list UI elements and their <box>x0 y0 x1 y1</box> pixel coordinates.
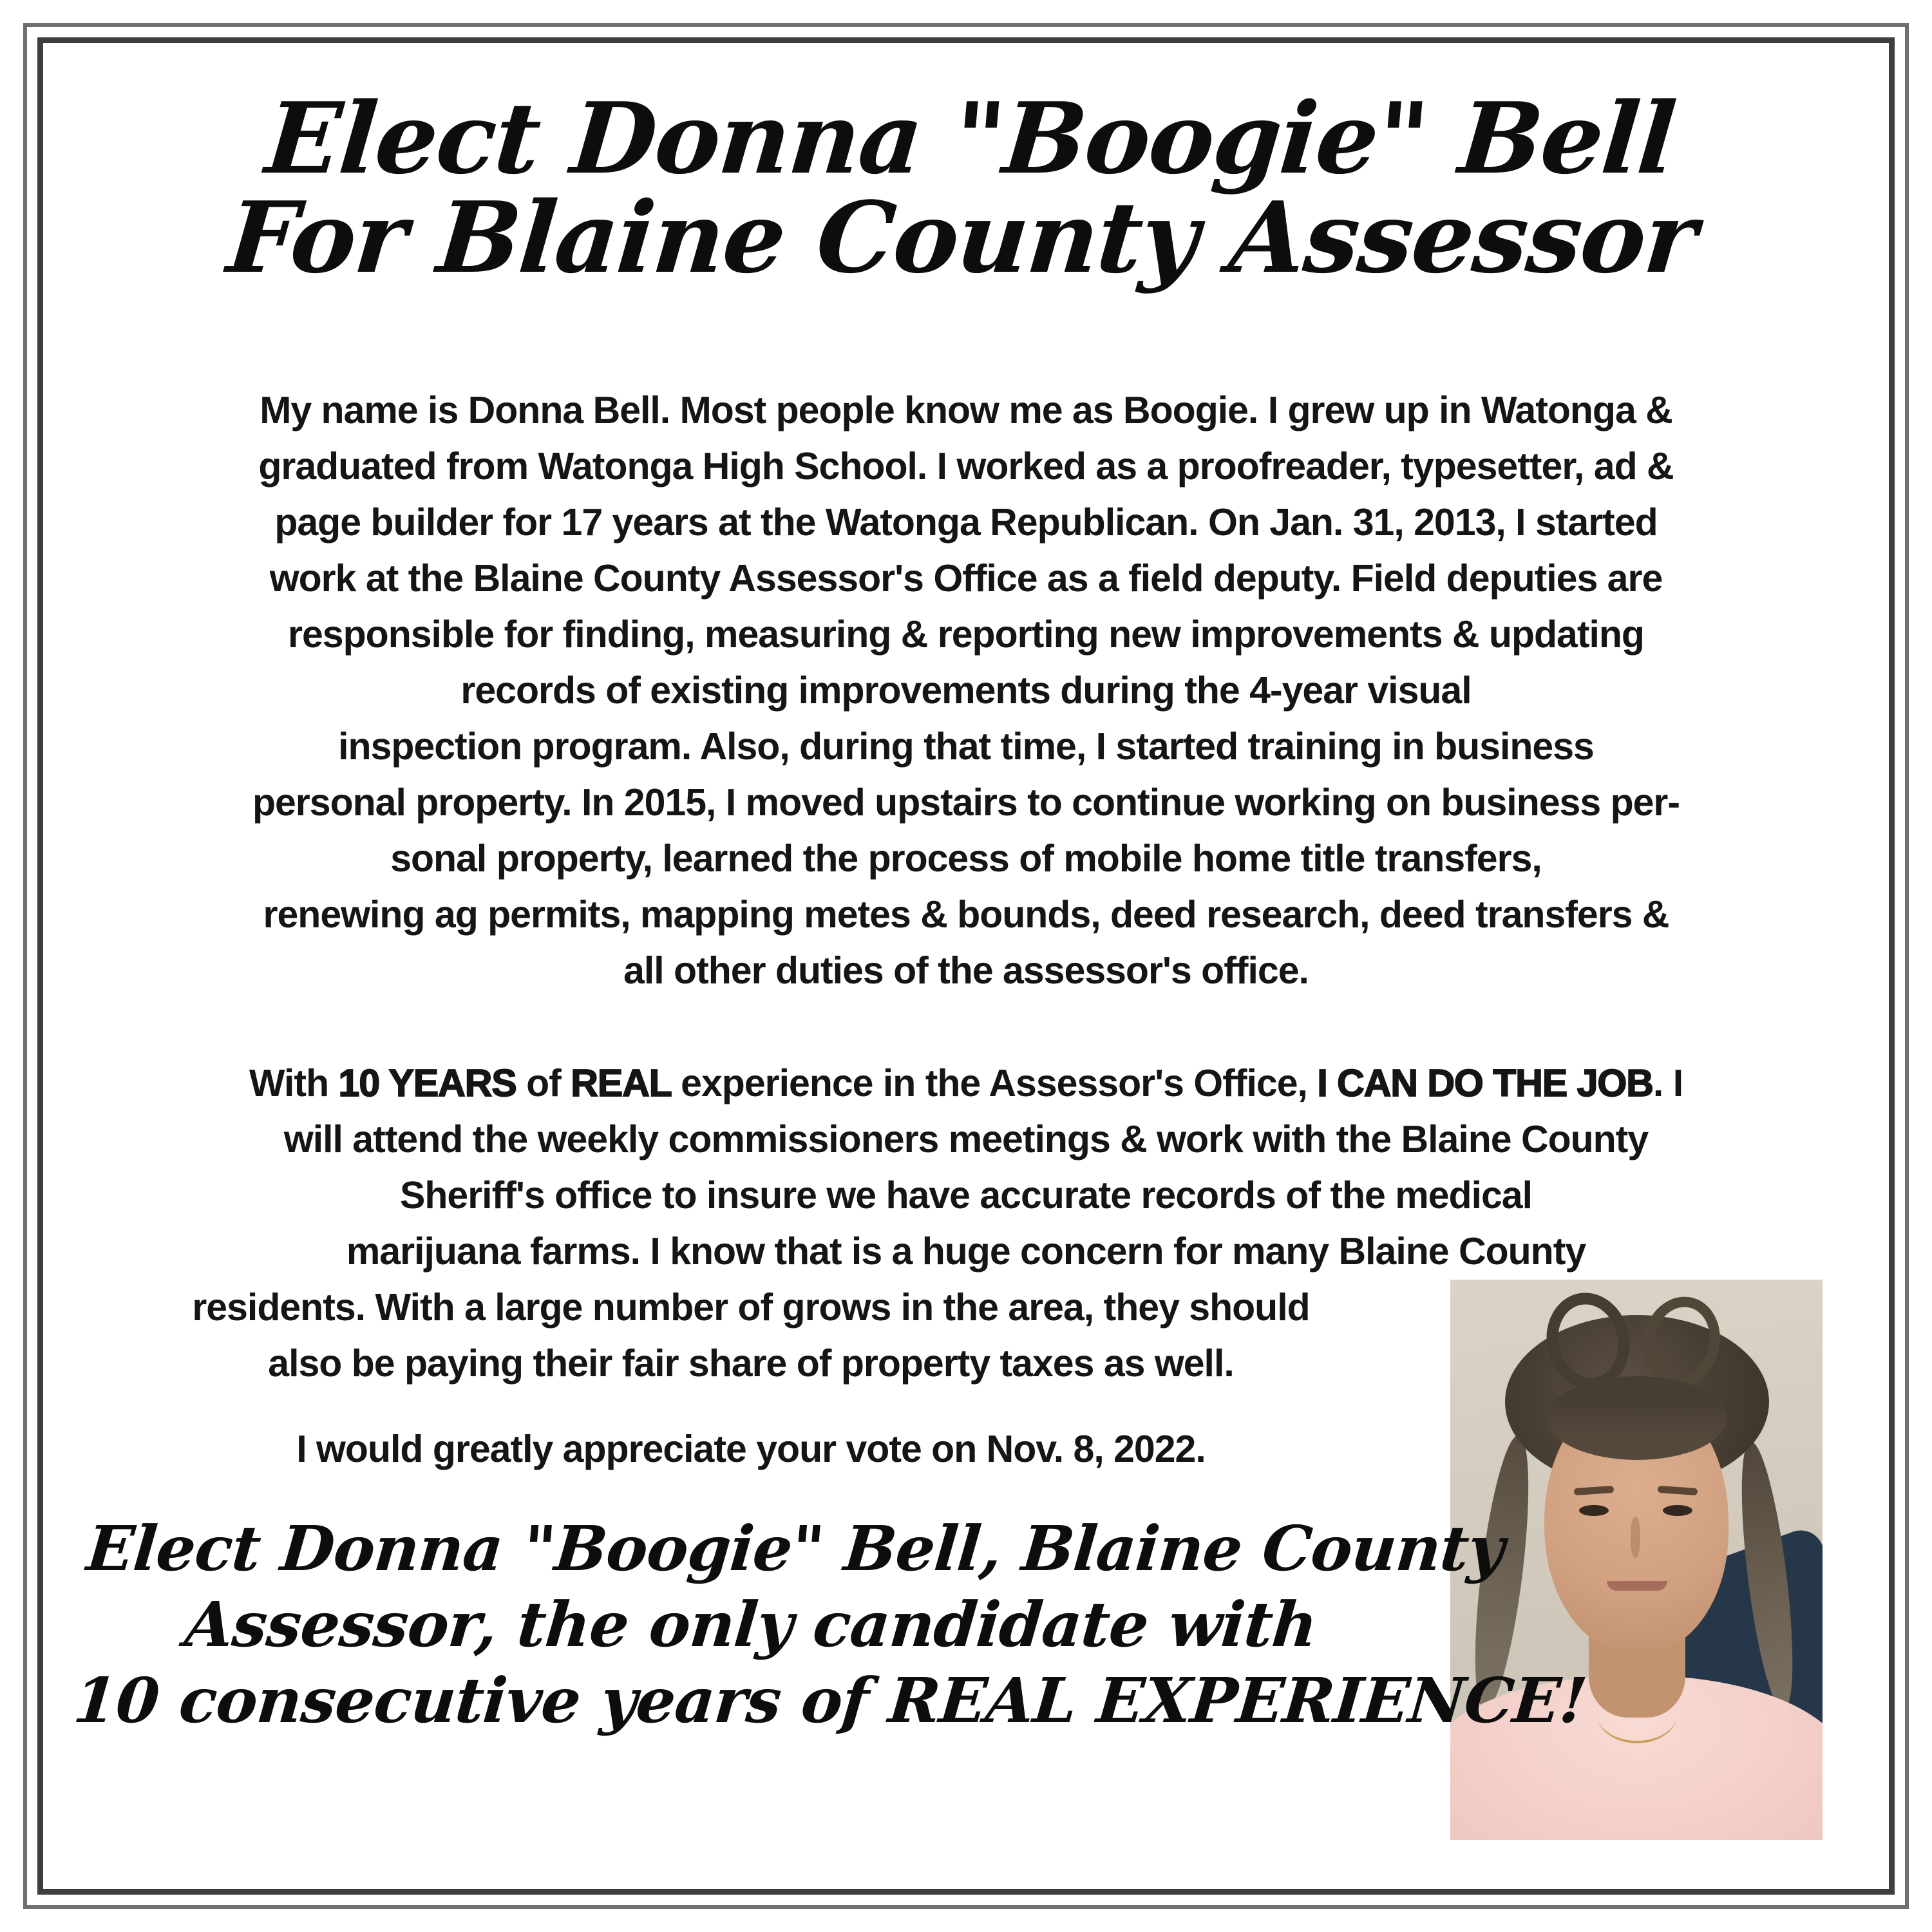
headline-line-2: For Blaine County Assessor <box>223 180 1701 295</box>
text-segment: of <box>516 1062 571 1104</box>
closing-line-2: Assessor, the only candidate with <box>182 1588 1320 1661</box>
text-line: sonal property, learned the process of mobile home title transfers, <box>390 837 1542 880</box>
text-segment: With <box>249 1062 339 1104</box>
emphasis-segment: 10 YEARS <box>338 1062 516 1104</box>
text-line: responsible for finding, measuring & reporting new improvements & updating <box>288 613 1644 656</box>
text-line: work at the Blaine County Assessor's Office as a field deputy. Field deputies are <box>269 557 1663 600</box>
emphasis-segment: I CAN DO THE JOB <box>1317 1062 1653 1104</box>
text-line: all other duties of the assessor's office. <box>623 949 1309 992</box>
closing-slogan <box>71 1511 1862 1739</box>
text-line: My name is Donna Bell. Most people know me as Boogie. I grew up in Watonga & <box>260 389 1672 431</box>
headline <box>72 80 1861 295</box>
closing-line-1: Elect Donna "Boogie" Bell, Blaine County <box>84 1512 1507 1585</box>
ad-content <box>70 80 1852 1871</box>
bio-paragraph <box>80 383 1852 999</box>
text-line: Sheriff's office to insure we have accurate records of the medical <box>400 1174 1532 1217</box>
headline-line-1: Elect Donna "Boogie" Bell <box>261 80 1680 196</box>
experience-paragraph <box>80 1056 1852 1392</box>
text-line <box>80 1056 1852 1112</box>
photo-hair-fringe <box>1547 1376 1727 1460</box>
text-line: marijuana farms. I know that is a huge concern for many Blaine County <box>346 1230 1586 1273</box>
text-line: renewing ag permits, mapping metes & bounds, deed research, deed transfers & <box>263 893 1669 936</box>
text-line: records of existing improvements during the 4-year visual <box>460 669 1472 712</box>
text-line: also be paying their fair share of property taxes as well. <box>268 1342 1234 1385</box>
text-segment: experience in the Assessor's Office, <box>670 1062 1318 1104</box>
text-segment: . I <box>1653 1062 1683 1104</box>
text-line: graduated from Watonga High School. I worked as a proofreader, typesetter, ad & <box>258 445 1674 488</box>
emphasis-segment: REAL <box>571 1062 671 1104</box>
text-line: will attend the weekly commissioners meetings & work with the Blaine County <box>283 1118 1649 1160</box>
text-line: residents. With a large number of grows in the area, they should <box>192 1286 1310 1329</box>
text-line: page builder for 17 years at the Watonga Republican. On Jan. 31, 2013, I started <box>274 501 1658 544</box>
text-line: inspection program. Also, during that time, I started training in business <box>338 725 1594 768</box>
vote-appeal-line: I would greatly appreciate your vote on Nov. 8, 2022. <box>296 1428 1206 1470</box>
text-line: personal property. In 2015, I moved upstairs to continue working on business per- <box>252 781 1680 824</box>
closing-line-3: 10 consecutive years of REAL EXPERIENCE! <box>70 1664 1589 1737</box>
